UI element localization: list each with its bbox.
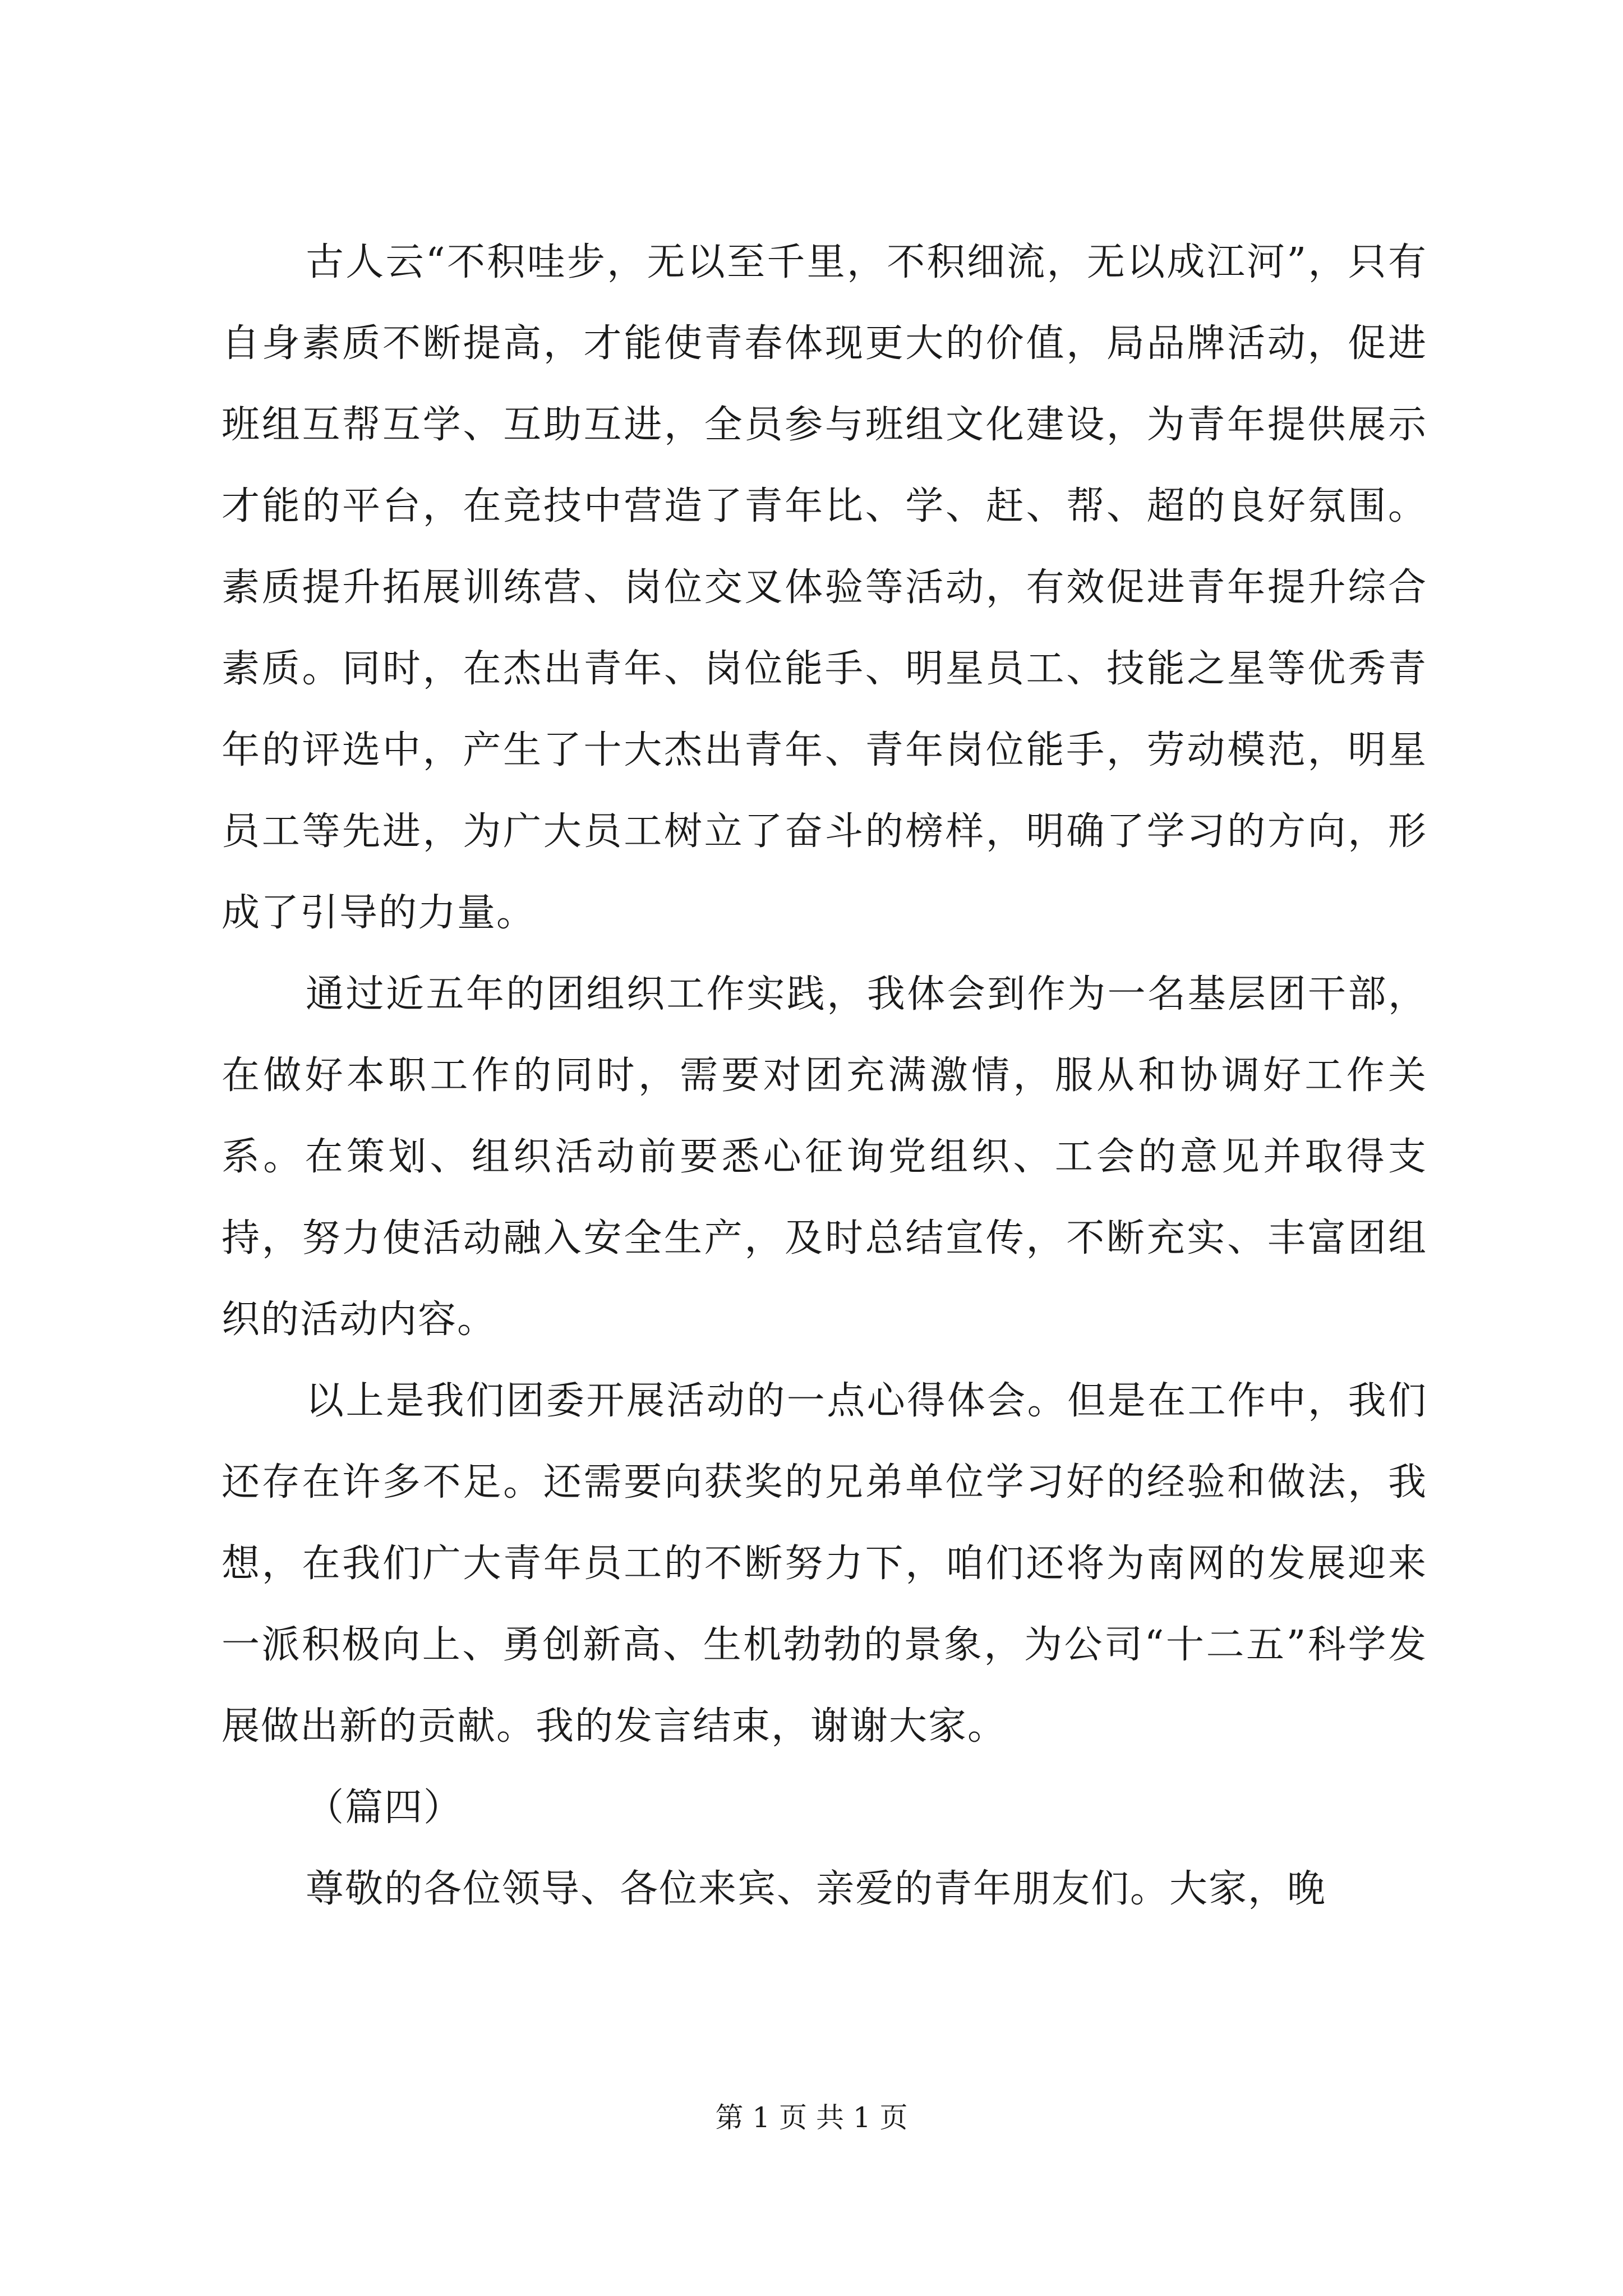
paragraph-4: 尊敬的各位领导、各位来宾、亲爱的青年朋友们。大家，晚	[306, 1867, 1327, 1911]
document-body	[222, 222, 1427, 1930]
paragraph-2: 通过近五年的团组织工作实践，我体会到作为一名基层团干部，在做好本职工作的同时，需要对团充满激情，服从和协调好工作关系。在策划、组织活动前要悉心征询党组织、工会的意见并取得支持，努力使活动融入安全生产，及时总结宣传，不断充实、丰富团组织的活动内容。	[222, 972, 1427, 1342]
paragraph-3: 以上是我们团委开展活动的一点心得体会。但是在工作中，我们还存在许多不足。还需要向获奖的兄弟单位学习好的经验和做法，我想，在我们广大青年员工的不断努力下，咱们还将为南网的发展迎来一派积极向上、勇创新高、生机勃勃的景象，为公司“十二五”科学发展做出新的贡献。我的发言结束，谢谢大家。	[222, 1379, 1427, 1749]
section-heading: （篇四）	[306, 1786, 463, 1830]
page-footer: 第 1 页 共 1 页	[715, 2101, 908, 2134]
paragraph-1: 古人云“不积哇步，无以至千里，不积细流，无以成江河”，只有自身素质不断提高，才能使青春体现更大的价值，局品牌活动，促进班组互帮互学、互助互进，全员参与班组文化建设，为青年提供展示才能的平台，在竞技中营造了青年比、学、赶、帮、超的良好氛围。素质提升拓展训练营、岗位交叉体验等活动，有效促进青年提升综合素质。同时，在杰出青年、岗位能手、明星员工、技能之星等优秀青年的评选中，产生了十大杰出青年、青年岗位能手，劳动模范，明星员工等先进，为广大员工树立了奋斗的榜样，明确了学习的方向，形成了引导的力量。	[222, 240, 1427, 935]
